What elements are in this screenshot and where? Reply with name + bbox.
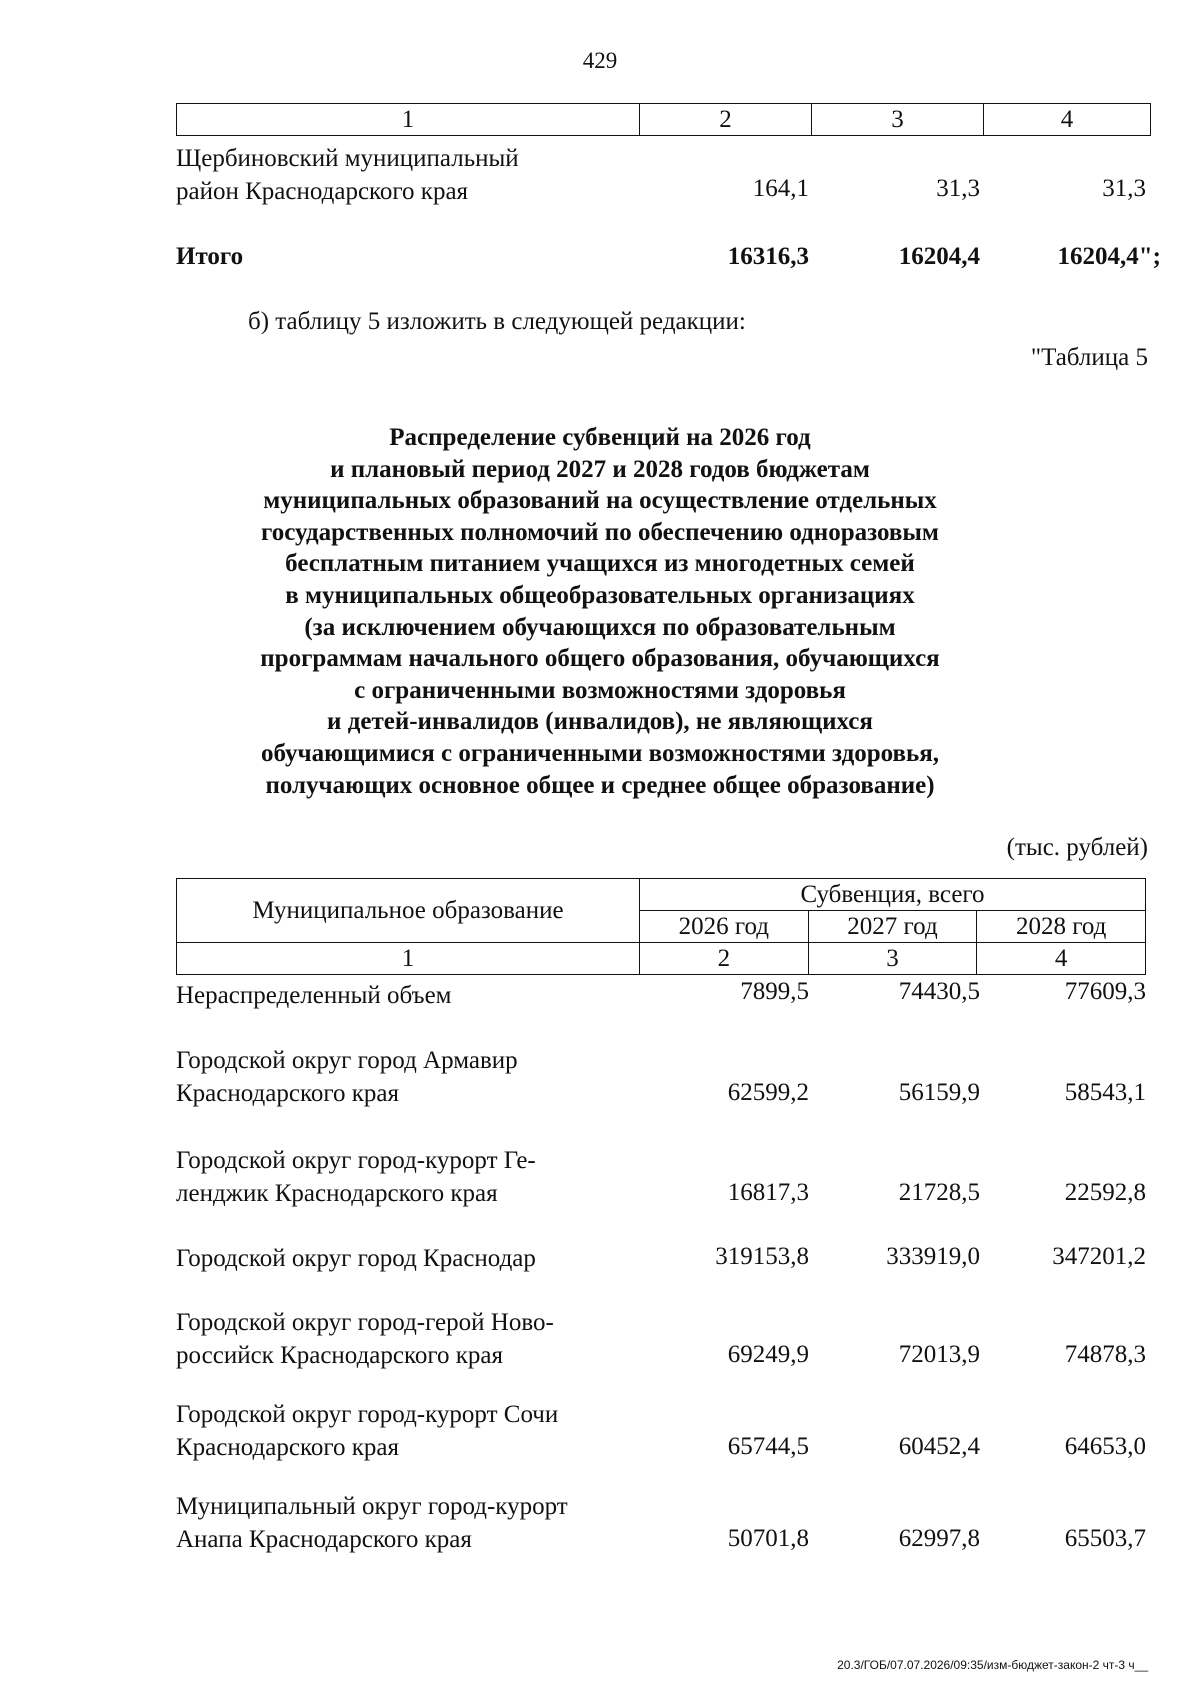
row-name-line: Городской округ город-курорт Ге-	[176, 1147, 536, 1174]
title-line: Распределение субвенций на 2026 год	[389, 424, 811, 451]
row-name-line: Городской округ город-герой Ново-	[176, 1309, 554, 1336]
title-line: и детей-инвалидов (инвалидов), не являющихся	[327, 708, 873, 736]
value-2028: 77609,3	[1064, 978, 1146, 1005]
col-number-4: 4	[984, 104, 1151, 136]
table-title	[150, 422, 1050, 801]
total-label: Итого	[176, 243, 244, 270]
value-2027: 62997,8	[898, 1525, 980, 1552]
col-number-1: 1	[177, 943, 640, 975]
footer-document-code: 20.3/ГОБ/07.07.2026/09:35/изм-бюджет-закон-2 чт-3 ч__	[837, 1658, 1148, 1672]
page-number: 429	[582, 48, 618, 73]
value-2027: 56159,9	[898, 1079, 980, 1106]
row-name-line: Краснодарского края	[176, 1434, 399, 1461]
row-name-line: Краснодарского края	[176, 1080, 399, 1107]
value-2028: 74878,3	[1064, 1341, 1146, 1368]
value-2028: 31,3	[1102, 175, 1146, 202]
col-header-municipality: Муниципальное образование	[177, 879, 640, 943]
total-2026: 16316,3	[727, 243, 809, 270]
col-header-2028: 2028 год	[977, 911, 1146, 943]
col-header-group: Субвенция, всего	[640, 879, 1146, 911]
row-name-line: Анапа Краснодарского края	[176, 1526, 472, 1553]
title-line: (за исключением обучающихся по образовательным	[304, 613, 896, 641]
title-line: получающих основное общее и среднее общее образование)	[265, 771, 935, 799]
value-2026: 69249,9	[727, 1341, 809, 1368]
value-2028: 22592,8	[1064, 1179, 1146, 1206]
title-line: и плановый период 2027 и 2028 годов бюджетам	[330, 455, 870, 483]
value-2028: 347201,2	[1052, 1243, 1146, 1270]
value-2027: 72013,9	[898, 1341, 980, 1368]
value-2026: 164,1	[752, 175, 809, 202]
value-2026: 16817,3	[727, 1179, 809, 1206]
value-2027: 74430,5	[898, 978, 980, 1005]
value-2028: 64653,0	[1064, 1433, 1146, 1460]
row-name-line: Городской округ город-курорт Сочи	[176, 1401, 559, 1428]
value-2026: 65744,5	[727, 1433, 809, 1460]
title-line: государственных полномочий по обеспечению одноразовым	[261, 518, 939, 546]
title-line: с ограниченными возможностями здоровья	[354, 676, 846, 704]
value-2028: 58543,1	[1064, 1079, 1146, 1106]
instruction-paragraph: б) таблицу 5 изложить в следующей редакции:	[248, 308, 746, 335]
row-name-line: российск Краснодарского края	[176, 1342, 504, 1369]
title-line: в муниципальных общеобразовательных организациях	[285, 581, 915, 609]
row-name-line: Городской округ город Краснодар	[176, 1245, 536, 1272]
col-number-3: 3	[808, 943, 977, 975]
col-number-1: 1	[177, 104, 640, 136]
total-2027: 16204,4	[898, 243, 980, 270]
table-label: "Таблица 5	[1030, 344, 1148, 371]
col-number-2: 2	[640, 104, 812, 136]
row-name-line: район Краснодарского края	[176, 178, 469, 205]
col-number-4: 4	[977, 943, 1146, 975]
main-table-header	[176, 878, 1146, 975]
value-2028: 65503,7	[1064, 1525, 1146, 1552]
value-2026: 7899,5	[740, 978, 809, 1005]
row-name-line: Городской округ город Армавир	[176, 1047, 518, 1074]
value-2027: 60452,4	[898, 1433, 980, 1460]
col-number-3: 3	[812, 104, 984, 136]
title-line: обучающимися с ограниченными возможностями здоровья,	[260, 739, 940, 767]
title-line: муниципальных образований на осуществление отдельных	[263, 487, 937, 515]
col-number-2: 2	[640, 943, 809, 975]
total-2028: 16204,4";	[1057, 243, 1161, 270]
value-2026: 62599,2	[727, 1079, 809, 1106]
row-name-line: Щербиновский муниципальный	[176, 145, 519, 172]
title-line: программам начального общего образования, обучающихся	[260, 645, 940, 673]
row-name-line: Нераспределенный объем	[176, 982, 452, 1009]
value-2027: 31,3	[936, 175, 980, 202]
row-name-line: ленджик Краснодарского края	[176, 1180, 498, 1207]
col-header-2026: 2026 год	[640, 911, 809, 943]
value-2027: 333919,0	[886, 1243, 980, 1270]
units-label: (тыс. рублей)	[1006, 834, 1148, 861]
value-2026: 50701,8	[727, 1525, 809, 1552]
row-name-line: Муниципальный округ город-курорт	[176, 1493, 568, 1520]
value-2027: 21728,5	[898, 1179, 980, 1206]
col-header-2027: 2027 год	[808, 911, 977, 943]
value-2026: 319153,8	[715, 1243, 809, 1270]
title-line: бесплатным питанием учащихся из многодетных семей	[285, 550, 915, 578]
continuation-table-header	[176, 103, 1151, 136]
